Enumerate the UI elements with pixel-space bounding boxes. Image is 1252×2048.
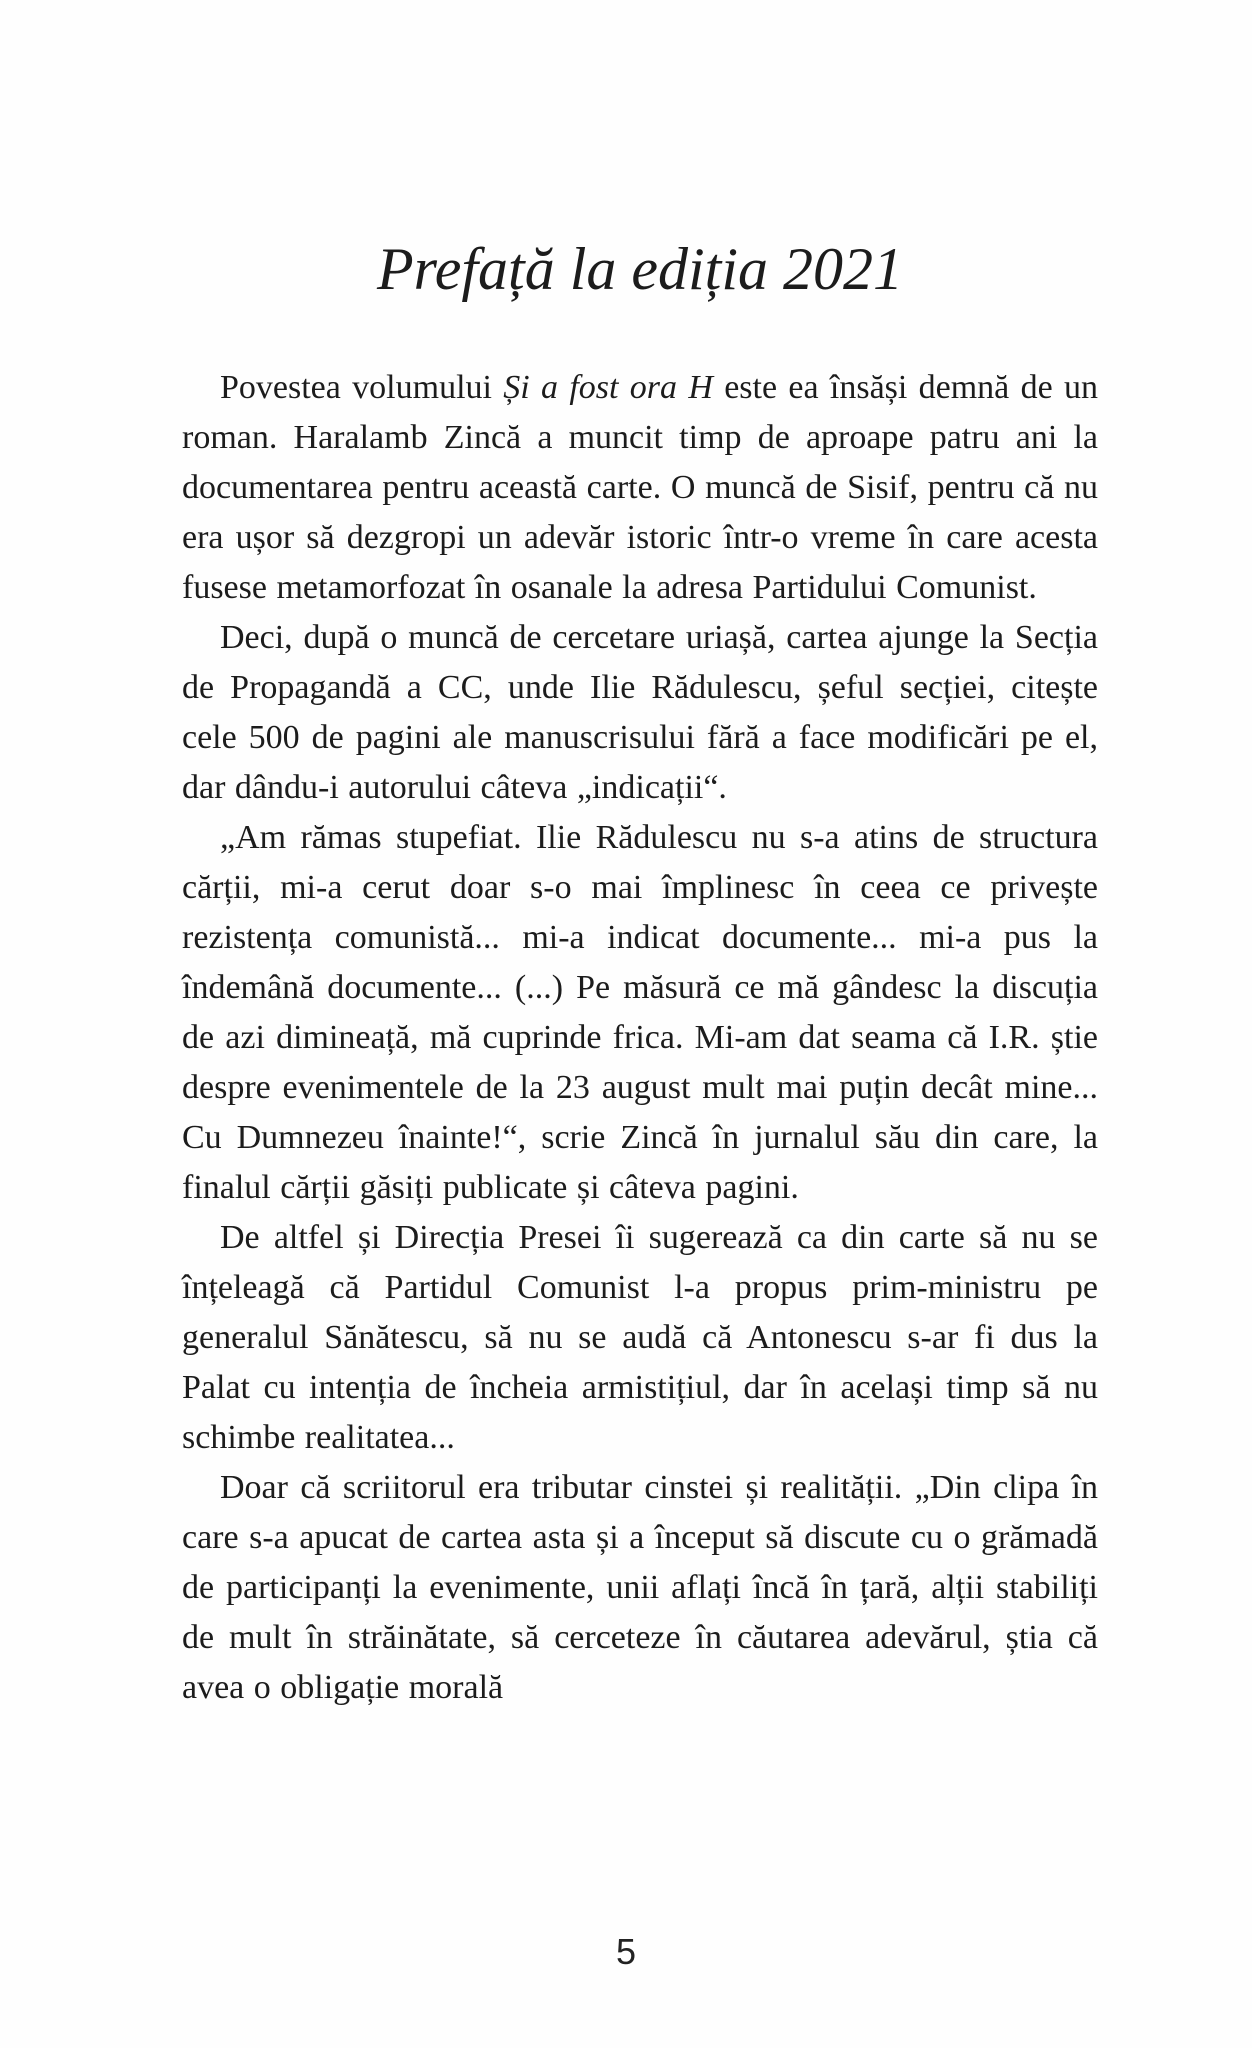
paragraph-4: De altfel și Direcția Presei îi sugerează ca din carte să nu se înțeleagă că Partidul Comunist l-a propus prim-ministru pe generalul Sănătescu, să nu se audă că Antonescu s-ar fi dus la Palat cu intenția de încheia armistițiul, dar în același timp să nu schimbe realitatea...	[182, 1219, 1098, 1456]
paragraph-1-run-1: Povestea volumului	[220, 369, 504, 406]
paragraph-2: Deci, după o muncă de cercetare uriașă, cartea ajunge la Secția de Propagandă a CC, unde Ilie Rădulescu, șeful secției, citește cele 500 de pagini ale manuscrisului fără a face modificări pe el, dar dându-i autorului câteva „indicații“.	[182, 619, 1098, 806]
page-number: 5	[615, 1931, 637, 1972]
paragraph-1-run-2: este ea însăși demnă de un roman. Haralamb Zincă a muncit timp de aproape patru ani la documentarea pentru această carte. O muncă de Sisif, pentru că nu era ușor să dezgropi un adevăr istoric într-o vreme în care acesta fusese metamorfozat în osanale la adresa Partidului Comunist.	[182, 369, 1098, 606]
paragraph-1	[182, 363, 1098, 613]
paragraph-1-book-title-italic: Și a fost ora H	[503, 369, 713, 406]
chapter-title: Prefață la ediția 2021	[376, 236, 904, 302]
paragraph-3: „Am rămas stupefiat. Ilie Rădulescu nu s-a atins de structura cărții, mi-a cerut doar s-o mai împlinesc în ceea ce privește rezistența comunistă... mi-a indicat documente... mi-a pus la îndemână documente... (...) Pe măsură ce mă gândesc la discuția de azi dimineață, mă cuprinde frica. Mi-am dat seama că I.R. știe despre evenimentele de la 23 august mult mai puțin decât mine... Cu Dumnezeu înainte!“, scrie Zincă în jurnalul său din care, la finalul cărții găsiți publicate și câteva pagini.	[182, 819, 1098, 1206]
paragraph-5: Doar că scriitorul era tributar cinstei și realității. „Din clipa în care s-a apucat de cartea asta și a început să discute cu o grămadă de participanți la evenimente, unii aflați încă în țară, alții stabiliți de mult în străinătate, să cerceteze în căutarea adevărul, știa că avea o obligație morală	[182, 1469, 1098, 1706]
body-text	[182, 363, 1098, 1713]
